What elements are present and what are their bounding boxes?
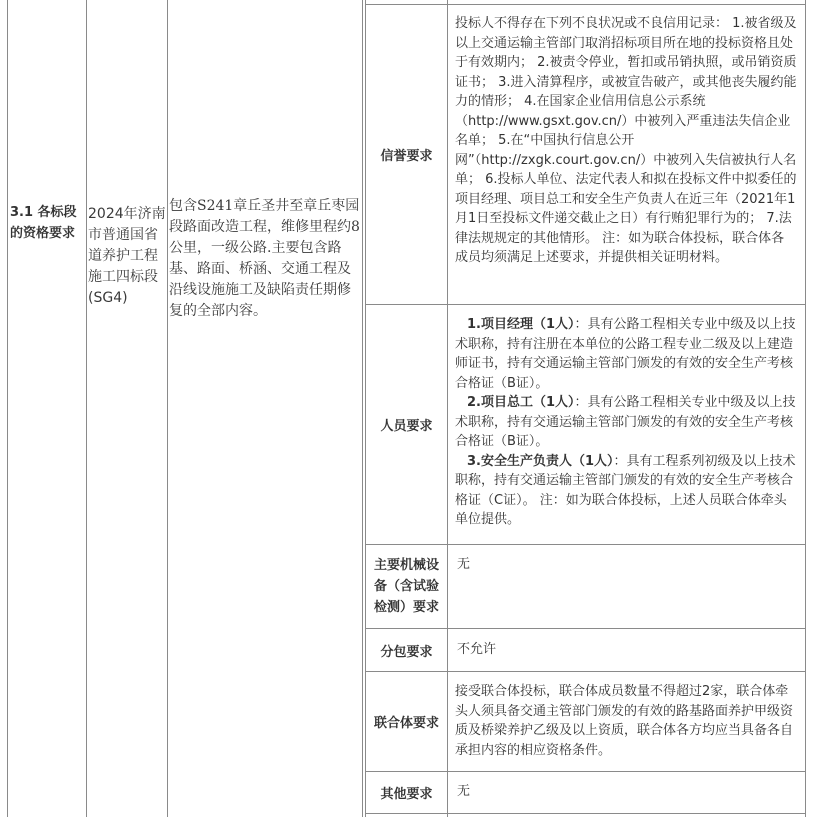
column-divider: [447, 0, 448, 817]
table-border-left: [7, 0, 8, 817]
consortium-requirement-value: 接受联合体投标，联合体成员数量不得超过2家，联合体牵头人须具备交通主管部门颁发的有效的路基路面养护甲级资质及桥梁养护乙级及以上资质，联合体各方均应当具备各自承担内容的相应资格条件。: [455, 684, 794, 758]
personnel-item: [455, 452, 797, 530]
credit-requirement-label: 信誉要求: [380, 149, 433, 164]
project-scope: 包含S241章丘圣井至章丘枣园段路面改造工程，维修里程约8公里，一级公路.主要包含路基、路面、桥涵、交通工程及沿线设施施工及缺陷责任期修复的全部内容。: [169, 198, 360, 319]
subcontract-requirement-value: 不允许: [457, 642, 497, 657]
personnel-requirement-content: [455, 315, 797, 530]
personnel-item: [455, 393, 797, 452]
other-requirement-label: 其他要求: [380, 787, 433, 802]
personnel-item-text: ：具有公路工程相关专业中级及以上技术职称，持有交通运输主管部门颁发的有效的安全生产考核合格证（B证）。: [455, 395, 796, 449]
other-requirement-value: 无: [457, 784, 471, 799]
column-divider: [167, 0, 168, 817]
machinery-requirement-label: 主要机械设备（含试验检测）要求: [373, 558, 439, 615]
consortium-requirement-label: 联合体要求: [373, 716, 439, 731]
credit-requirement-content: 投标人不得存在下列不良状况或不良信用记录： 1.被省级及以上交通运输主管部门取消招标项目所在地的投标资格且处于有效期内； 2.被责令停业，暂扣或吊销执照，或吊销资质证书； 3.进入清算程序，或被宣告破产，或其他丧失履约能力的情形； 4.在国家企业信用信息公示系统（http://www.gsxt.gov.cn/）中被列入严重违法失信企业名单； 5.在“中国执行信息公开网”（http://zxgk.court.gov.cn/）中被列入失信被执行人名单； 6.投标人单位、法定代表人和拟在投标文件中拟委任的项目经理、项目总工和安全生产负责人在近三年（2021年1月1日至投标文件递交截止之日）有行贿犯罪行为的； 7.法律法规规定的其他情形。 注：如为联合体投标，联合体各成员均须满足上述要求，并提供相关证明材料。: [455, 16, 797, 265]
personnel-item: [455, 315, 797, 393]
project-name: 2024年济南市普通国省道养护工程施工四标段(SG4): [88, 206, 166, 306]
personnel-item-text: ：具有工程系列初级及以上技术职称，持有交通运输主管部门颁发的有效的安全生产考核合格证（C证）。 注：如为联合体投标，上述人员联合体牵头单位提供。: [455, 453, 796, 527]
personnel-item-title: 3.安全生产负责人（1人）: [467, 453, 614, 469]
personnel-requirement-label: 人员要求: [380, 419, 433, 434]
column-divider: [86, 0, 87, 817]
column-divider: [362, 0, 363, 817]
personnel-item-title: 1.项目经理（1人）: [467, 317, 575, 332]
column-divider: [365, 0, 366, 817]
section-label: 3.1 各标段的资格要求: [10, 205, 77, 241]
personnel-item-text: ：具有公路工程相关专业中级及以上技术职称，持有注册在本单位的公路工程专业二级及以上建造师证书，持有交通运输主管部门颁发的有效的安全生产考核合格证（B证）。: [455, 317, 796, 391]
personnel-item-title: 2.项目总工（1人）: [467, 395, 575, 410]
row-divider: [365, 813, 806, 814]
table-border-right: [805, 0, 806, 817]
machinery-requirement-value: 无: [457, 557, 471, 572]
subcontract-requirement-label: 分包要求: [380, 644, 433, 660]
